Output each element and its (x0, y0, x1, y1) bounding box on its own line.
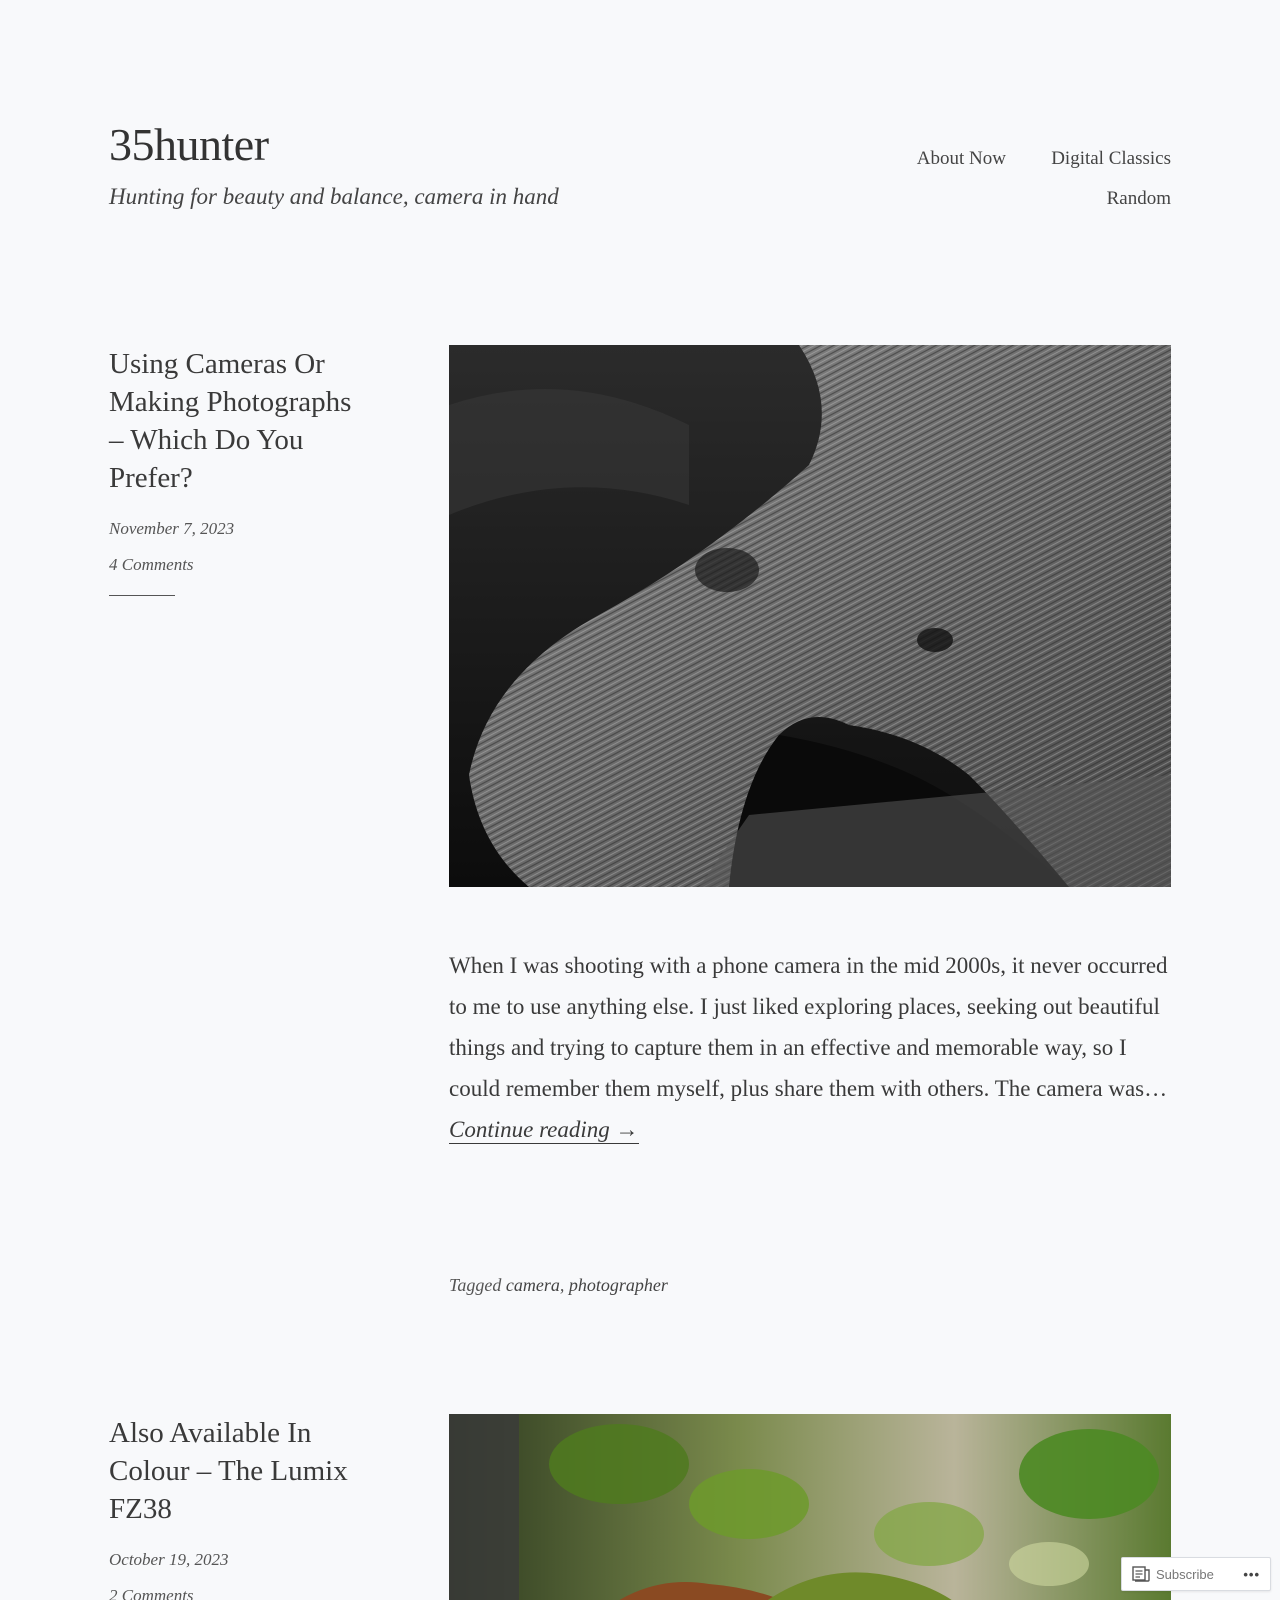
site-title[interactable]: 35hunter (109, 119, 269, 170)
continue-reading-link[interactable]: Continue reading → (449, 1117, 639, 1142)
nav-item-about-now[interactable]: About Now (916, 148, 1006, 169)
reader-icon[interactable] (1132, 1566, 1150, 1582)
featured-image-plant[interactable] (449, 1414, 1171, 1600)
site-header (109, 118, 1171, 228)
meta-divider (109, 595, 175, 596)
post-comments-link[interactable]: 2 Comments (109, 1586, 194, 1600)
post-title[interactable] (109, 345, 369, 497)
subscribe-bar (1121, 1557, 1271, 1591)
subscribe-button[interactable]: Subscribe (1156, 1566, 1214, 1582)
nav-item-digital-classics[interactable]: Digital Classics (1051, 148, 1171, 169)
post-title-link[interactable]: Also Available In Colour – The Lumix FZ38 (109, 1417, 348, 1525)
nav-item-random[interactable]: Random (1106, 188, 1171, 209)
tag-link-photographer[interactable]: photographer (568, 1275, 668, 1295)
post-comments-link[interactable]: 4 Comments (109, 555, 194, 574)
featured-image-driftwood[interactable] (449, 345, 1171, 887)
post-excerpt (449, 945, 1171, 1150)
post-meta (109, 345, 369, 596)
tags-prefix: Tagged (449, 1275, 506, 1295)
post-date[interactable]: November 7, 2023 (109, 519, 235, 538)
tags-separator: , (559, 1275, 569, 1295)
post-meta (109, 1414, 369, 1600)
site-tagline: Hunting for beauty and balance, camera in hand (109, 184, 559, 209)
excerpt-text: When I was shooting with a phone camera in the mid 2000s, it never occurred to me to use anything else. I just liked exploring places, seeking out beautiful things and trying to capture them in an effective and memorable way, so I could remember them myself, plus share them with others. The camera was… (449, 953, 1168, 1101)
more-horizontal-icon[interactable]: ••• (1243, 1566, 1260, 1582)
post-title[interactable] (109, 1414, 369, 1528)
post-date[interactable]: October 19, 2023 (109, 1550, 229, 1569)
post-title-link[interactable]: Using Cameras Or Making Photographs – Which Do You Prefer? (109, 348, 352, 494)
post-tags (449, 1275, 668, 1296)
tag-link-camera[interactable]: camera (505, 1275, 560, 1295)
